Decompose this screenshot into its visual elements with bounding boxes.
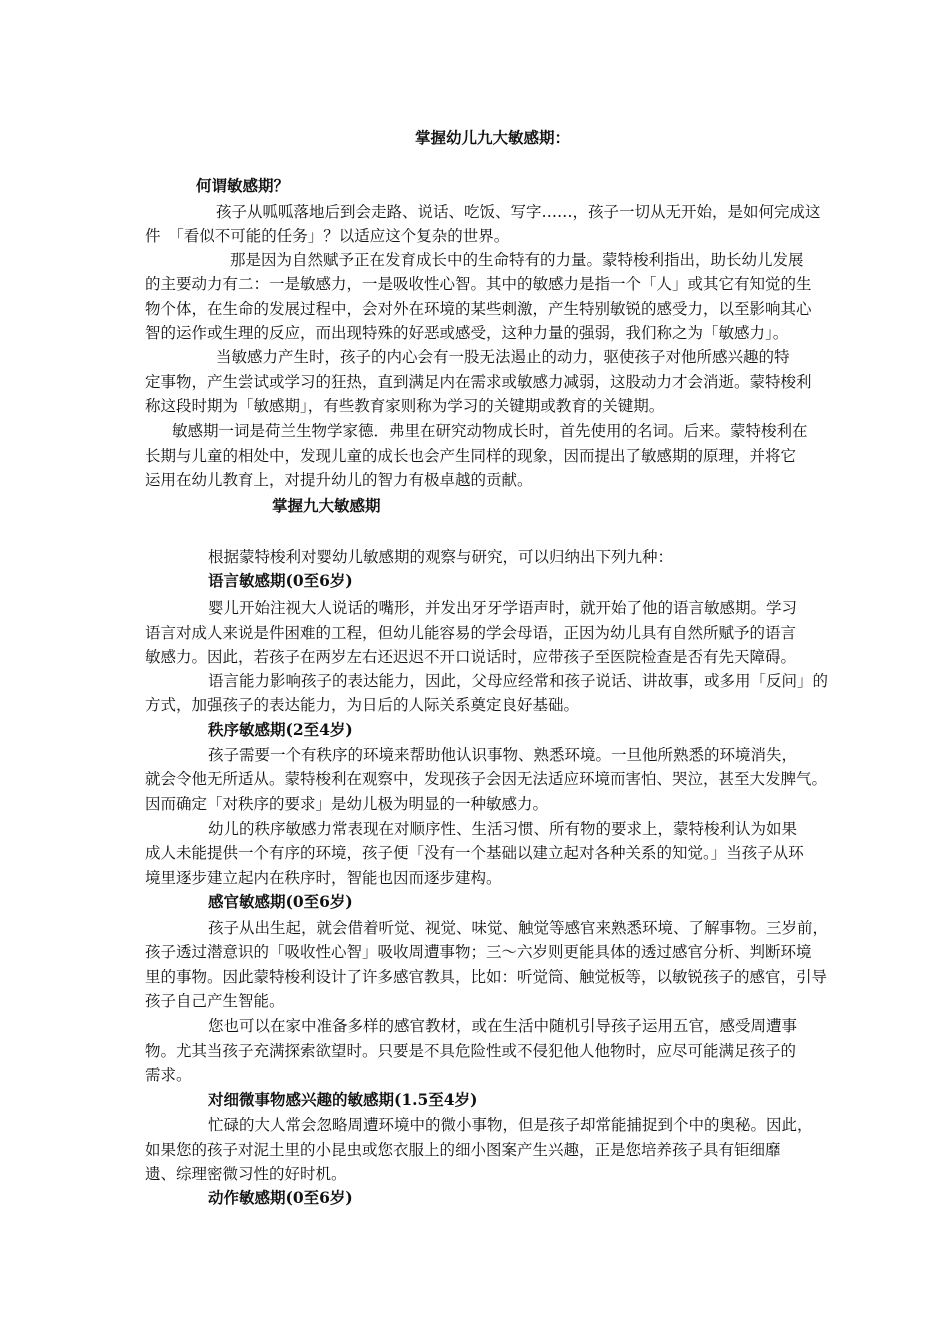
intro-heading: 何谓敏感期？ (196, 176, 290, 195)
paragraph-line: 敏感力。因此，若孩子在两岁左右还迟迟不开口说话时，应带孩子至医院检查是否有先天障碍。 (145, 648, 797, 666)
paragraph-line: 智的运作或生理的反应，而出现特殊的好恶或感受，这种力量的强弱，我们称之为「敏感力」。 (145, 324, 789, 342)
paragraph-line: 定事物，产生尝试或学习的狂热，直到满足内在需求或敏感力减弱，这股动力才会消逝。蒙特梭利 (145, 373, 812, 391)
paragraph-line: 方式，加强孩子的表达能力，为日后的人际关系奠定良好基础。 (145, 696, 580, 714)
paragraph-line: 孩子需要一个有秩序的环境来帮助他认识事物、熟悉环境。一旦他所熟悉的环境消失， (208, 746, 798, 764)
language-heading: 语言敏感期(0至6岁) (208, 571, 353, 590)
paragraph-line: 长期与儿童的相处中，发现儿童的成长也会产生同样的现象，因而提出了敏感期的原理，并将它 (145, 447, 797, 465)
document-title: 掌握幼儿九大敏感期： (415, 128, 571, 147)
paragraph-line: 需求。 (145, 1066, 192, 1084)
details-heading: 对细微事物感兴趣的敏感期(1.5至4岁) (208, 1090, 478, 1109)
section-heading: 掌握九大敏感期 (272, 496, 381, 515)
paragraph-line: 语言对成人来说是件困难的工程，但幼儿能容易的学会母语，正因为幼儿具有自然所赋予的语言 (145, 624, 797, 642)
paragraph-line: 婴儿开始注视大人说话的嘴形，并发出牙牙学语声时，就开始了他的语言敏感期。学习 (208, 599, 798, 617)
movement-heading: 动作敏感期(0至6岁) (208, 1188, 353, 1207)
paragraph-line: 物。尤其当孩子充满探索欲望时。只要是不具危险性或不侵犯他人他物时，应尽可能满足孩子的 (145, 1042, 797, 1060)
paragraph-line: 件 「看似不可能的任务」？以适应这个复杂的世界。 (145, 227, 510, 245)
paragraph-line: 成人未能提供一个有序的环境，孩子便「没有一个基础以建立起对各种关系的知觉。」当孩子从环 (145, 844, 804, 862)
summary-line: 根据蒙特梭利对婴幼儿敏感期的观察与研究，可以归纳出下列九种： (208, 548, 674, 566)
paragraph-line: 就会令他无所适从。蒙特梭利在观察中，发现孩子会因无法适应环境而害怕、哭泣，甚至大发脾气。 (145, 770, 828, 788)
paragraph-line: 如果您的孩子对泥土里的小昆虫或您衣服上的细小图案产生兴趣，正是您培养孩子具有钜细靡 (145, 1141, 781, 1159)
order-heading: 秩序敏感期(2至4岁) (208, 720, 353, 739)
paragraph-line: 那是因为自然赋予正在发育成长中的生命特有的力量。蒙特梭利指出，助长幼儿发展 (230, 251, 804, 269)
paragraph-line: 境里逐步建立起内在秩序时，智能也因而逐步建构。 (145, 869, 502, 887)
paragraph-line: 敏感期一词是荷兰生物学家德．弗里在研究动物成长时，首先使用的名词。后来。蒙特梭利在 (172, 422, 808, 440)
senses-heading: 感官敏感期(0至6岁) (208, 892, 353, 911)
paragraph-line: 物个体，在生命的发展过程中，会对外在环境的某些刺激，产生特别敏锐的感受力，以至影响其心 (145, 300, 812, 318)
paragraph-line: 里的事物。因此蒙特梭利设计了许多感官教具，比如：听觉筒、触觉板等，以敏锐孩子的感官，引导 (145, 968, 828, 986)
paragraph-line: 遗、综理密微习性的好时机。 (145, 1165, 347, 1183)
paragraph-line: 孩子从出生起，就会借着听觉、视觉、味觉、触觉等感官来熟悉环境、了解事物。三岁前， (208, 919, 829, 937)
paragraph-line: 称这段时期为「敏感期」，有些教育家则称为学习的关键期或教育的关键期。 (145, 397, 665, 415)
paragraph-line: 的主要动力有二：一是敏感力，一是吸收性心智。其中的敏感力是指一个「人」或其它有知觉的生 (145, 275, 812, 293)
paragraph-line: 忙碌的大人常会忽略周遭环境中的微小事物，但是孩子却常能捕捉到个中的奥秘。因此， (208, 1116, 813, 1134)
paragraph-line: 孩子从呱呱落地后到会走路、说话、吃饭、写字……，孩子一切从无开始，是如何完成这 (216, 203, 821, 221)
paragraph-line: 当敏感力产生时，孩子的内心会有一股无法遏止的动力，驱使孩子对他所感兴趣的特 (216, 348, 790, 366)
paragraph-line: 您也可以在家中准备多样的感官教材，或在生活中随机引导孩子运用五官，感受周遭事 (208, 1017, 798, 1035)
paragraph-line: 因而确定「对秩序的要求」是幼儿极为明显的一种敏感力。 (145, 795, 549, 813)
paragraph-line: 孩子自己产生智能。 (145, 992, 285, 1010)
paragraph-line: 语言能力影响孩子的表达能力，因此，父母应经常和孩子说话、讲故事，或多用「反问」的 (208, 672, 829, 690)
paragraph-line: 孩子透过潜意识的「吸收性心智」吸收周遭事物；三～六岁则更能具体的透过感官分析、判断环境 (145, 943, 812, 961)
paragraph-line: 幼儿的秩序敏感力常表现在对顺序性、生活习惯、所有物的要求上，蒙特梭利认为如果 (208, 820, 798, 838)
paragraph-line: 运用在幼儿教育上，对提升幼儿的智力有极卓越的贡献。 (145, 471, 533, 489)
